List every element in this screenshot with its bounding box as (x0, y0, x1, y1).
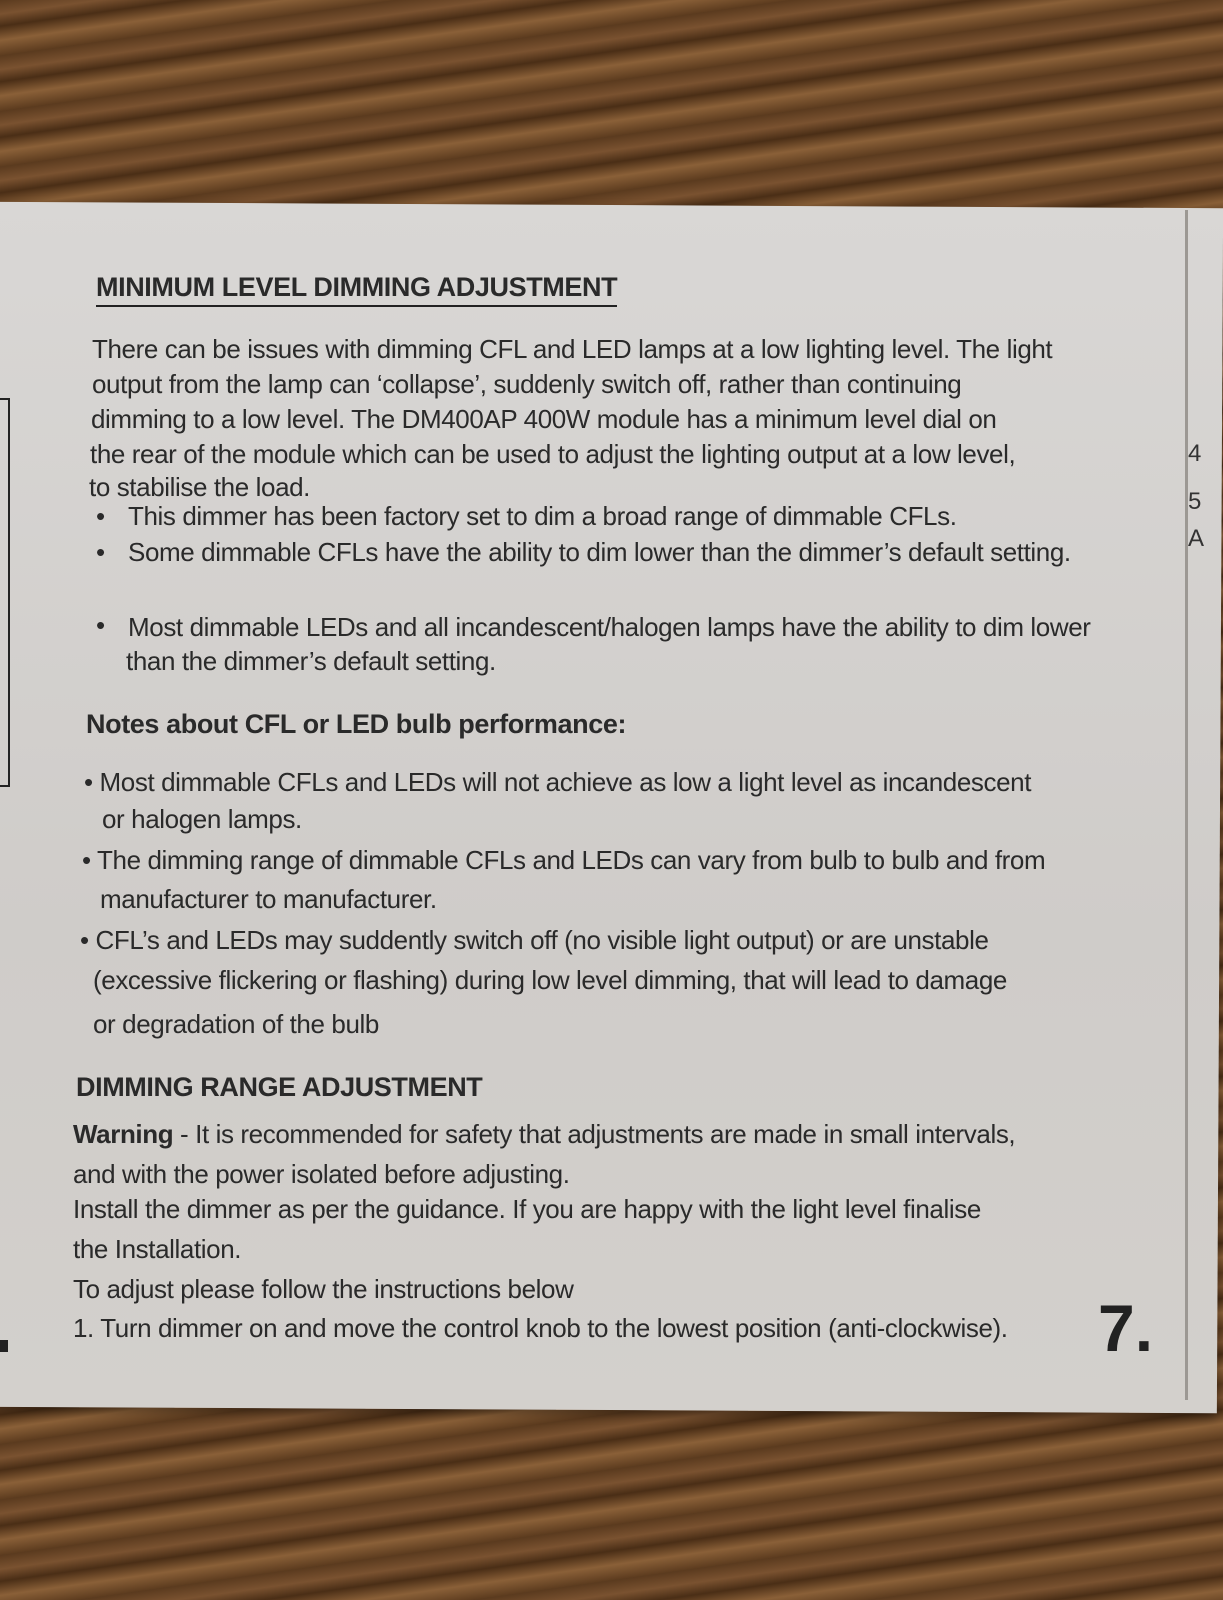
page-fold (1185, 210, 1188, 1400)
paragraph-line: to stabilise the load. (89, 472, 311, 502)
notes-line: (excessive flickering or flashing) during low level dimming, that will lead to damage (93, 965, 1007, 995)
previous-page-box (0, 398, 10, 787)
paragraph-line: output from the lamp can ‘collapse’, suddenly switch off, rather than continuing (92, 369, 962, 399)
bullet-item: Most dimmable LEDs and all incandescent/halogen lamps have the ability to dim lower (128, 612, 1091, 642)
next-page-edge-text: A (1188, 525, 1205, 552)
section-heading-minimum-level: MINIMUM LEVEL DIMMING ADJUSTMENT (96, 272, 617, 307)
notes-line: manufacturer to manufacturer. (100, 884, 437, 914)
warning-label: Warning (73, 1119, 174, 1149)
instruction-line: and with the power isolated before adjusting. (73, 1159, 570, 1189)
instruction-line: Install the dimmer as per the guidance. If you are happy with the light level finalise (73, 1194, 981, 1224)
notes-line: • Most dimmable CFLs and LEDs will not achieve as low a light level as incandescent (84, 767, 1032, 797)
bullet-item-continued: than the dimmer’s default setting. (126, 646, 496, 676)
bullet-item: This dimmer has been factory set to dim a broad range of dimmable CFLs. (128, 501, 957, 531)
notes-line: or degradation of the bulb (93, 1009, 379, 1039)
paragraph-line: the rear of the module which can be used to adjust the lighting output at a low level, (90, 439, 1016, 469)
instruction-step: 1. Turn dimmer on and move the control knob to the lowest position (anti-clockwise). (73, 1313, 1008, 1343)
instruction-line: the Installation. (73, 1234, 242, 1264)
section-heading-dimming-range: DIMMING RANGE ADJUSTMENT (76, 1072, 483, 1102)
notes-line: or halogen lamps. (102, 804, 302, 834)
paragraph-line: There can be issues with dimming CFL and LED lamps at a low lighting level. The light (92, 334, 1053, 364)
warning-line (73, 1119, 1015, 1150)
notes-heading: Notes about CFL or LED bulb performance: (86, 709, 627, 739)
bullet-icon: • (96, 501, 105, 531)
bullet-icon: • (96, 537, 105, 567)
next-page-edge-text: 4 (1188, 440, 1202, 467)
next-page-edge-text: 5 (1188, 488, 1202, 515)
paragraph-line: dimming to a low level. The DM400AP 400W module has a minimum level dial on (91, 404, 997, 434)
bullet-item: Some dimmable CFLs have the ability to dim lower than the dimmer’s default setting. (128, 537, 1071, 567)
previous-page-mark (0, 1340, 8, 1352)
page-number: 7. (1098, 1291, 1154, 1365)
bullet-icon: • (96, 610, 105, 640)
instruction-line: To adjust please follow the instructions below (73, 1274, 574, 1304)
notes-line: • The dimming range of dimmable CFLs and LEDs can vary from bulb to bulb and from (82, 845, 1046, 875)
notes-line: • CFL’s and LEDs may suddently switch off (no visible light output) or are unstable (80, 925, 989, 955)
warning-text: - It is recommended for safety that adjustments are made in small intervals, (173, 1119, 1016, 1149)
